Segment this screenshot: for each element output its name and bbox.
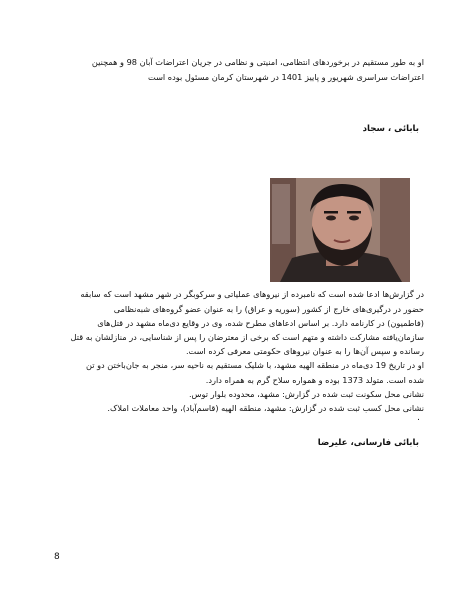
person-name-heading: بابائی فارسانی، علیرضا — [317, 438, 419, 448]
description-line: او در تاریخ 19 دی‌ماه در منطقه الهیه مشهد، با شلیک مستقیم به ناحیه سر، منجر به جان‌باختن دو تن — [85, 360, 424, 371]
description-line: (فاطمیون) در کارنامه دارد. بر اساس ادعاهای مطرح شده، وی در وقایع دی‌ماه مشهد در قتل‌های — [97, 317, 424, 328]
intro-paragraph — [52, 55, 424, 84]
description-line: سازمان‌یافته مشارکت داشته و متهم است که برخی از معترضان را پس از شناسایی، در منازلشان به قتل — [70, 331, 424, 342]
person-description — [52, 288, 424, 415]
person-name-heading: بابائی ، سجاد — [362, 124, 419, 134]
description-line: حضور در درگیری‌های خارج از کشور (سوریه و عراق) را به عنوان عضو گروه‌های شبه‌نظامی — [113, 303, 424, 314]
description-line: نشانی محل سکونت ثبت شده در گزارش: مشهد، محدوده بلوار توس. — [188, 388, 424, 399]
portrait-image — [270, 178, 410, 282]
description-line: نشانی محل کسب ثبت شده در گزارش: مشهد، منطقه الهیه (قاسم‌آباد)، واحد معاملات املاک. — [107, 402, 424, 413]
description-line: رسانده و سپس آن‌ها را به عنوان نیروهای حکومتی معرفی کرده است. — [185, 346, 424, 357]
portrait-photo — [270, 178, 410, 282]
intro-line: اعتراضات سراسری شهریور و پاییز 1401 در شهرستان کرمان مسئول بوده است — [148, 71, 424, 82]
page-number: 8 — [54, 552, 60, 562]
description-line: شده است. متولد 1373 بوده و همواره سلاح گرم به همراه دارد. — [205, 374, 424, 385]
description-line: در گزارش‌ها ادعا شده است که نامبرده از نیروهای عملیاتی و سرکوبگر در شهر مشهد است که سابقه — [80, 289, 424, 299]
trailing-mark: . — [417, 413, 420, 423]
intro-line: او به طور مستقیم در برخوردهای انتظامی، امنیتی و نظامی در جریان اعتراضات آبان 98 و همچنین — [91, 57, 424, 67]
